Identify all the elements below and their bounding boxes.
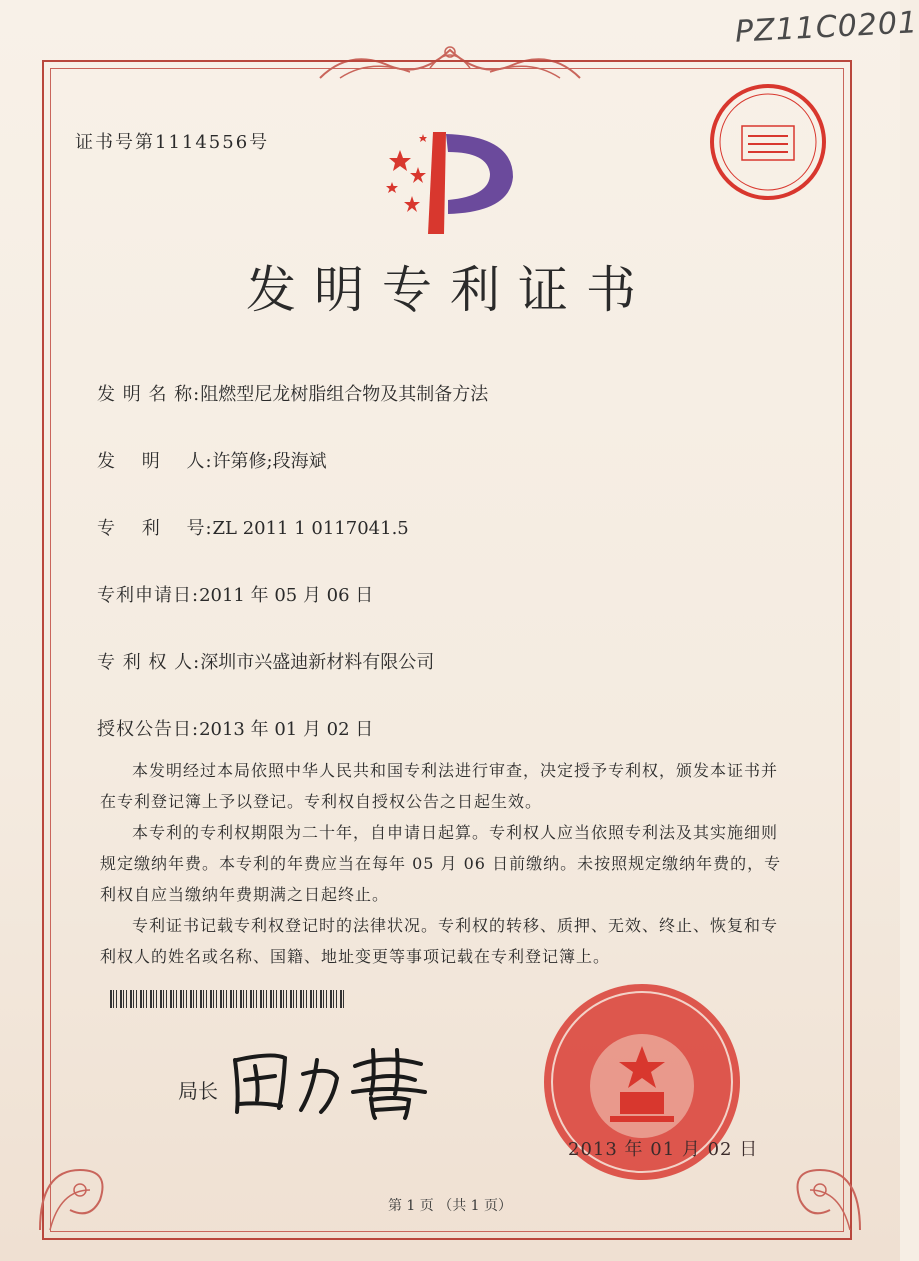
barcode-bar bbox=[293, 990, 294, 1008]
field-value: 许第修;段海斌 bbox=[212, 451, 327, 472]
barcode-bar bbox=[260, 990, 262, 1008]
corner-ornament-bottom-left bbox=[30, 1130, 140, 1240]
patent-office-logo-icon bbox=[378, 122, 518, 237]
field-value: 2013 年 01 月 02 日 bbox=[199, 719, 374, 740]
barcode-bar bbox=[160, 990, 162, 1008]
corner-ornament-bottom-right bbox=[760, 1130, 870, 1240]
barcode-bar bbox=[193, 990, 194, 1008]
field-label: 专 利 号: bbox=[97, 518, 213, 539]
barcode-bar bbox=[310, 990, 312, 1008]
barcode-bar bbox=[226, 990, 227, 1008]
field-label: 发 明 人: bbox=[97, 451, 213, 472]
seal-date: 2013 年 01 月 02 日 bbox=[568, 1139, 759, 1160]
barcode-bar bbox=[110, 990, 112, 1008]
barcode-bar bbox=[136, 990, 137, 1008]
barcode-bar bbox=[240, 990, 242, 1008]
barcode-bar bbox=[220, 990, 222, 1008]
barcode-bar bbox=[130, 990, 132, 1008]
barcode-bar bbox=[236, 990, 237, 1008]
barcode-bar bbox=[326, 990, 327, 1008]
barcode-bar bbox=[126, 990, 127, 1008]
barcode-bar bbox=[303, 990, 304, 1008]
barcode-bar bbox=[200, 990, 202, 1008]
body-paragraph-1: 本发明经过本局依照中华人民共和国专利法进行审查，决定授予专利权，颁发本证书并在专利登记簿上予以登记。专利权自授权公告之日起生效。 bbox=[100, 761, 779, 811]
field-value: 阻燃型尼龙树脂组合物及其制备方法 bbox=[200, 384, 489, 405]
director-label: 局长 bbox=[178, 1079, 218, 1103]
field-value: ZL 2011 1 0117041.5 bbox=[212, 518, 409, 539]
certificate-title: 发明专利证书 bbox=[246, 261, 654, 319]
barcode-bar bbox=[233, 990, 234, 1008]
field-patent-number bbox=[97, 514, 409, 540]
barcode-bar bbox=[153, 990, 154, 1008]
barcode-bar bbox=[286, 990, 287, 1008]
barcode-bar bbox=[210, 990, 212, 1008]
barcode-bar bbox=[243, 990, 244, 1008]
field-label: 专 利 权 人: bbox=[97, 652, 201, 673]
barcode-bar bbox=[296, 990, 297, 1008]
barcode-bar bbox=[273, 990, 274, 1008]
certificate-number: 证书号第1114556号 bbox=[75, 132, 270, 153]
field-inventor bbox=[97, 447, 327, 473]
barcode-bar bbox=[283, 990, 284, 1008]
field-label: 发 明 名 称: bbox=[97, 384, 201, 405]
barcode-bar bbox=[320, 990, 322, 1008]
barcode-bar bbox=[323, 990, 324, 1008]
barcode-bar bbox=[290, 990, 292, 1008]
barcode-bar bbox=[170, 990, 172, 1008]
barcode-bar bbox=[140, 990, 142, 1008]
barcode-bar bbox=[163, 990, 164, 1008]
barcode-bar bbox=[150, 990, 152, 1008]
barcode-bar bbox=[256, 990, 257, 1008]
barcode-bar bbox=[166, 990, 167, 1008]
page-footer: 第 1 页 （共 1 页） bbox=[387, 1198, 513, 1214]
field-application-date bbox=[97, 581, 373, 607]
barcode-bar bbox=[176, 990, 177, 1008]
field-grant-date bbox=[97, 715, 373, 741]
barcode-bar bbox=[250, 990, 252, 1008]
barcode-bar bbox=[180, 990, 182, 1008]
barcode-bar bbox=[343, 990, 344, 1008]
tax-stamp-seal-icon bbox=[708, 82, 828, 202]
barcode-bar bbox=[190, 990, 192, 1008]
barcode-bar bbox=[333, 990, 334, 1008]
barcode-bar bbox=[143, 990, 144, 1008]
body-paragraph-3: 专利证书记载专利权登记时的法律状况。专利权的转移、质押、无效、终止、恢复和专利权人的姓名或名称、国籍、地址变更等事项记载在专利登记簿上。 bbox=[100, 916, 779, 966]
director-signature bbox=[225, 1030, 435, 1120]
barcode-bar bbox=[270, 990, 272, 1008]
barcode-bar bbox=[253, 990, 254, 1008]
field-invention-name bbox=[97, 380, 488, 406]
field-value: 深圳市兴盛迪新材料有限公司 bbox=[200, 652, 435, 673]
barcode-bar bbox=[330, 990, 332, 1008]
barcode-bar bbox=[203, 990, 204, 1008]
field-label: 授权公告日: bbox=[97, 719, 200, 740]
barcode-bar bbox=[216, 990, 217, 1008]
handwritten-note: PZ11C0201 bbox=[734, 5, 919, 50]
barcode-bar bbox=[300, 990, 302, 1008]
body-paragraph-2: 本专利的专利权期限为二十年，自申请日起算。专利权人应当依照专利法及其实施细则规定缴纳年费。本专利的年费应当在每年 05 月 06 日前缴纳。未按照规定缴纳年费的，专利权自应当缴纳年费期满之日起终止。 bbox=[100, 823, 782, 904]
barcode-bar bbox=[146, 990, 147, 1008]
barcode-bar bbox=[113, 990, 114, 1008]
barcode-bar bbox=[230, 990, 232, 1008]
barcode-bar bbox=[120, 990, 122, 1008]
barcode-bar bbox=[123, 990, 124, 1008]
certificate-body bbox=[100, 755, 790, 972]
barcode-bar bbox=[173, 990, 174, 1008]
barcode-bar bbox=[306, 990, 307, 1008]
field-label: 专利申请日: bbox=[97, 585, 200, 606]
barcode bbox=[110, 990, 345, 1008]
field-patentee bbox=[97, 648, 434, 674]
barcode-bar bbox=[186, 990, 187, 1008]
barcode-bar bbox=[280, 990, 282, 1008]
barcode-bar bbox=[183, 990, 184, 1008]
barcode-bar bbox=[206, 990, 207, 1008]
barcode-bar bbox=[316, 990, 317, 1008]
barcode-bar bbox=[213, 990, 214, 1008]
barcode-bar bbox=[340, 990, 342, 1008]
field-value: 2011 年 05 月 06 日 bbox=[199, 585, 374, 606]
barcode-bar bbox=[116, 990, 117, 1008]
barcode-bar bbox=[313, 990, 314, 1008]
barcode-bar bbox=[336, 990, 337, 1008]
barcode-bar bbox=[263, 990, 264, 1008]
barcode-bar bbox=[276, 990, 277, 1008]
barcode-bar bbox=[246, 990, 247, 1008]
barcode-bar bbox=[223, 990, 224, 1008]
barcode-bar bbox=[133, 990, 134, 1008]
barcode-bar bbox=[196, 990, 197, 1008]
barcode-bar bbox=[266, 990, 267, 1008]
barcode-bar bbox=[156, 990, 157, 1008]
